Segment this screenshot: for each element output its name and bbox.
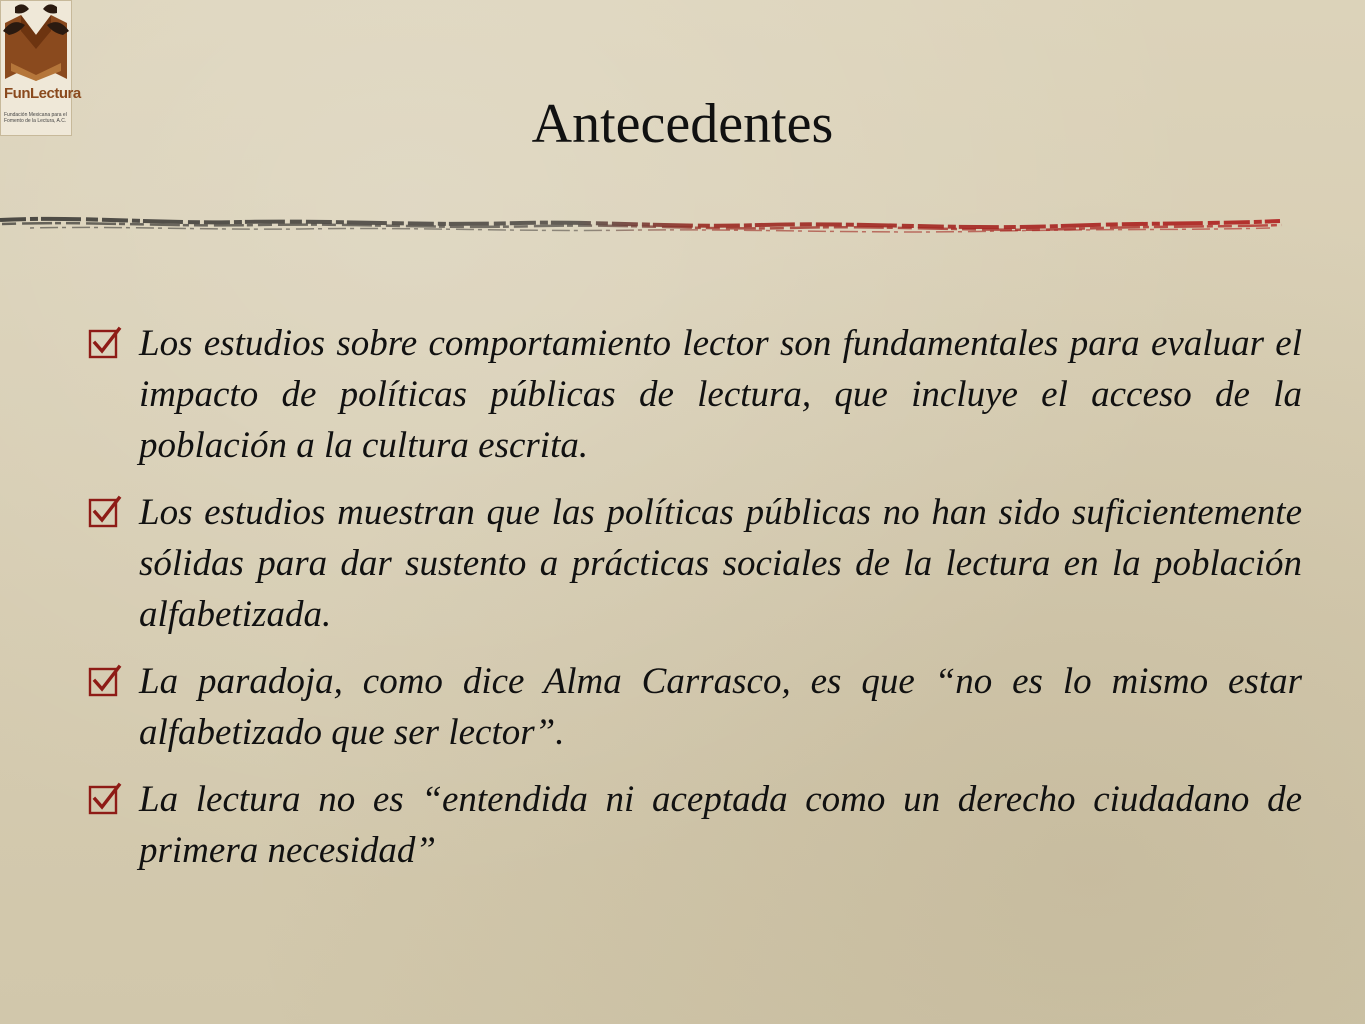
bullet-item: [88, 318, 1302, 471]
book-hands-logo-icon: [1, 1, 71, 85]
bullet-list: [88, 318, 1302, 892]
checked-box-icon: [88, 664, 122, 698]
bullet-item: [88, 656, 1302, 758]
checked-box-icon: [88, 326, 122, 360]
bullet-text: Los estudios sobre comportamiento lector son fundamentales para evaluar el impacto de políticas públicas de lectura, que incluye el acceso de la población a la cultura escrita.: [139, 323, 1302, 466]
bullet-item: [88, 487, 1302, 640]
bullet-item: [88, 774, 1302, 876]
logo-name: FunLectura: [4, 85, 81, 102]
slide-title: Antecedentes: [531, 93, 834, 155]
bullet-text: La paradoja, como dice Alma Carrasco, es que “no es lo mismo estar alfabetizado que ser lector”.: [139, 661, 1302, 753]
logo-subtitle: Fundación Mexicana para el Fomento de la Lectura, A.C.: [4, 112, 67, 124]
bullet-text: Los estudios muestran que las políticas públicas no han sido suficientemente sólidas para dar sustento a prácticas sociales de la lectura en la población alfabetizada.: [139, 492, 1302, 635]
bullet-text: La lectura no es “entendida ni aceptada como un derecho ciudadano de primera necesidad”: [139, 779, 1302, 871]
decorative-divider: [0, 208, 1285, 242]
checked-box-icon: [88, 495, 122, 529]
checked-box-icon: [88, 782, 122, 816]
